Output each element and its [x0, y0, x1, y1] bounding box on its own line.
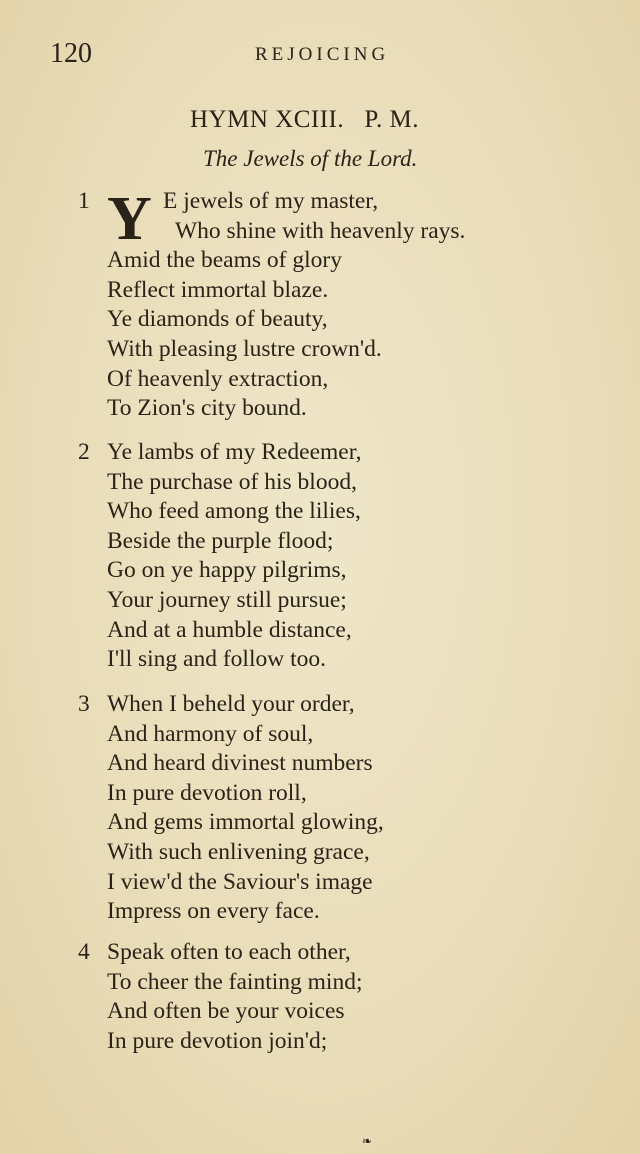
verse-line: Beside the purple flood;: [107, 527, 334, 554]
verse-line: Impress on every face.: [107, 898, 320, 925]
page-number: 120: [50, 38, 92, 69]
verse-line: Speak often to each other,: [107, 939, 351, 965]
verse-line: Of heavenly extraction,: [107, 365, 329, 392]
verse-line: In pure devotion roll,: [107, 779, 307, 806]
verse-line: When I beheld your order,: [107, 691, 355, 717]
verse-number: 1: [78, 188, 90, 214]
verse-line: Amid the beams of glory: [107, 247, 342, 274]
verse-line: With pleasing lustre crown'd.: [107, 335, 382, 362]
verse-line: I view'd the Saviour's image: [107, 868, 373, 895]
verse-line: I'll sing and follow too.: [107, 646, 326, 673]
verse-line: The purchase of his blood,: [107, 468, 357, 495]
verse-line: And at a humble distance,: [107, 616, 352, 643]
verse-line: Your journey still pursue;: [107, 586, 347, 613]
verse-line: And heard divinest numbers: [107, 750, 373, 777]
verse-line: E jewels of my master,: [163, 188, 379, 214]
verse-number: 2: [78, 439, 90, 465]
verse-line: Go on ye happy pilgrims,: [107, 557, 347, 584]
verse-line: To cheer the fainting mind;: [107, 968, 363, 995]
verse-line: To Zion's city bound.: [107, 395, 307, 422]
verse-line: In pure devotion join'd;: [107, 1027, 328, 1054]
ornament-icon: ❧: [362, 1134, 373, 1148]
verse-line: Reflect immortal blaze.: [107, 276, 329, 303]
hymn-title: HYMN XCIII. P. M.: [190, 106, 419, 133]
verse-line: With such enlivening grace,: [107, 838, 370, 865]
verse-line: Ye lambs of my Redeemer,: [107, 439, 362, 465]
verse-line: Who feed among the lilies,: [107, 498, 361, 525]
verse-line: Ye diamonds of beauty,: [107, 306, 328, 333]
hymn-subtitle: The Jewels of the Lord.: [203, 146, 418, 171]
running-head: REJOICING: [255, 44, 390, 65]
verse-line: And gems immortal glowing,: [107, 809, 384, 836]
verse-line: And often be your voices: [107, 998, 345, 1025]
drop-cap: Y: [107, 185, 152, 253]
verse-number: 3: [78, 691, 90, 717]
verse-line: Who shine with heavenly rays.: [175, 217, 466, 244]
verse-number: 4: [78, 939, 90, 965]
verse-line: And harmony of soul,: [107, 720, 314, 747]
